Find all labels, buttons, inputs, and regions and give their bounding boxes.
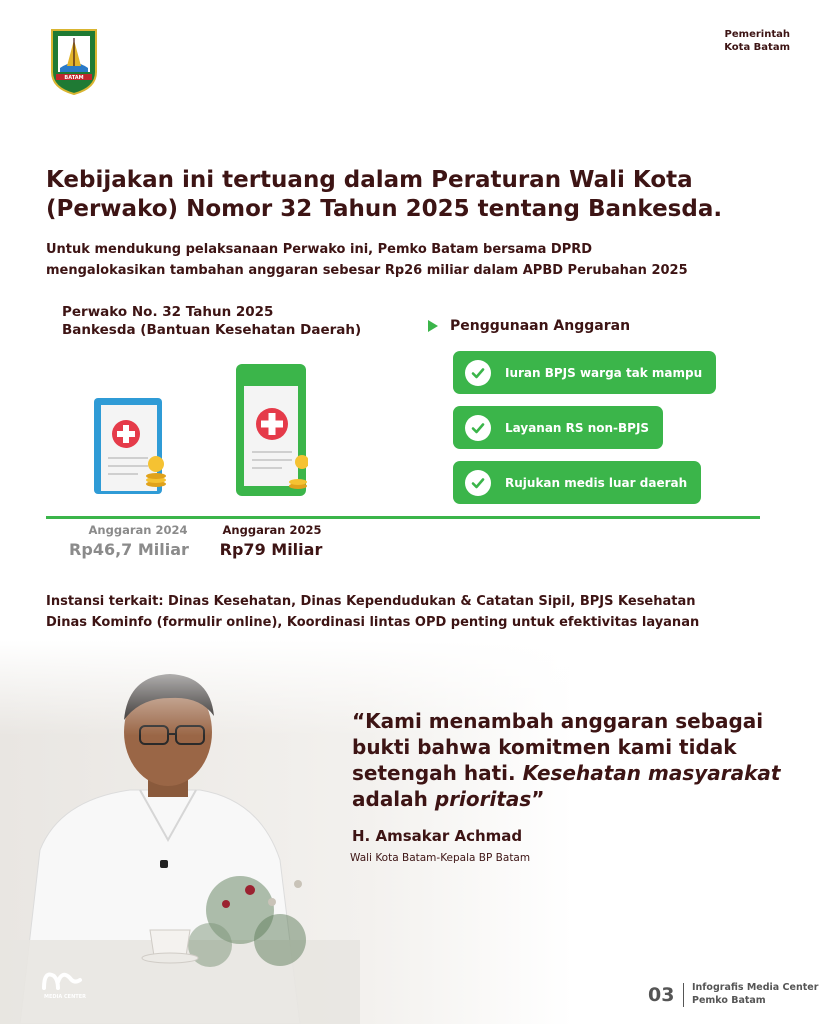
divider-line [46, 516, 760, 519]
usage-item-label: Layanan RS non-BPJS [505, 420, 650, 435]
batam-coat-of-arms-logo [50, 28, 98, 96]
usage-item [453, 351, 716, 394]
intro-text [46, 239, 786, 281]
media-center-logo-text: MEDIA CENTER [44, 994, 86, 1000]
headline-line-2: (Perwako) Nomor 32 Tahun 2025 tentang Bankesda. [46, 196, 723, 222]
perwako-line-2: Bankesda (Bantuan Kesehatan Daerah) [62, 322, 362, 338]
intro-line-1: Untuk mendukung pelaksanaan Perwako ini, Pemko Batam bersama DPRD [46, 242, 593, 257]
agencies-line-2: Dinas Kominfo (formulir online), Koordinasi lintas OPD penting untuk efektivitas layanan [46, 615, 700, 630]
usage-title-text: Penggunaan Anggaran [450, 318, 631, 334]
health-document-2024-icon [94, 398, 168, 498]
budget-2024-value: Rp46,7 Miliar [69, 540, 189, 559]
quote-part-3: ” [531, 787, 545, 811]
headline [46, 166, 766, 224]
quote-author-name: H. Amsakar Achmad [352, 827, 523, 845]
usage-item-label: Iuran BPJS warga tak mampu [505, 365, 703, 380]
related-agencies [46, 591, 806, 633]
quote-part-2: adalah [352, 787, 435, 811]
usage-item [453, 406, 663, 449]
header-organization [724, 28, 790, 54]
footer-credit [692, 981, 818, 1007]
quote-part-1: “Kami menambah anggaran sebagai bukti bahwa komitmen kami tidak setengah hati. [352, 709, 764, 785]
agencies-line-1: Instansi terkait: Dinas Kesehatan, Dinas Kependudukan & Catatan Sipil, BPJS Kesehatan [46, 594, 696, 609]
usage-title [428, 318, 630, 334]
page-number: 03 [648, 984, 675, 1006]
quote-author-role: Wali Kota Batam-Kepala BP Batam [350, 852, 531, 864]
headline-line-1: Kebijakan ini tertuang dalam Peraturan Wali Kota [46, 167, 693, 193]
health-document-2025-icon [236, 364, 308, 498]
check-icon [465, 360, 491, 386]
perwako-label [62, 303, 361, 339]
usage-item [453, 461, 701, 504]
check-icon [465, 470, 491, 496]
intro-line-2: mengalokasikan tambahan anggaran sebesar Rp26 miliar dalam APBD Perubahan 2025 [46, 263, 688, 278]
logo-lettering: BATAM [64, 75, 84, 81]
perwako-line-1: Perwako No. 32 Tahun 2025 [62, 304, 274, 320]
footer-line-1: Infografis Media Center [692, 982, 819, 993]
footer-line-2: Pemko Batam [692, 995, 766, 1006]
usage-item-label: Rujukan medis luar daerah [505, 475, 688, 490]
quote-text [352, 708, 802, 812]
check-icon [465, 415, 491, 441]
org-line-2: Kota Batam [724, 42, 790, 53]
org-line-1: Pemerintah [724, 29, 790, 40]
triangle-bullet-icon [428, 320, 438, 332]
quote-emphasis-1: Kesehatan masyarakat [522, 761, 781, 785]
budget-2025-label: Anggaran 2025 [222, 523, 322, 537]
footer-separator [683, 983, 684, 1007]
budget-2025-value: Rp79 Miliar [219, 540, 323, 559]
media-center-logo [40, 966, 86, 1000]
quote-emphasis-2: prioritas [434, 787, 532, 811]
budget-2024-label: Anggaran 2024 [88, 523, 188, 537]
